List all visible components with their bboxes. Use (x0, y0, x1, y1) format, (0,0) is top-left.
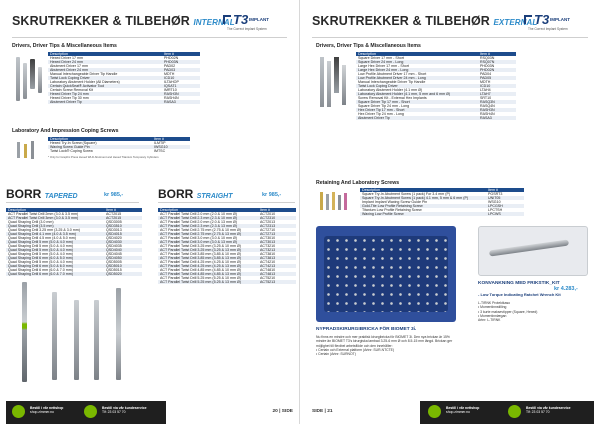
cell-item-number: ILMTIP (154, 141, 166, 145)
cell-item-number: RASH3N (478, 108, 516, 112)
cell-item-number: QSD4015 (104, 232, 142, 236)
cell-item-number: MDTH (480, 80, 491, 84)
cell-description: Square Driver Tip 24 mm - Long (358, 104, 410, 108)
cell-description: Abutment Driver Tip (48, 100, 162, 104)
impression-footnote: * Only for Graphic Press Hexed WLD Abutment and Hexed Titanium Temporary Cylinders (48, 155, 159, 159)
footer-bar (6, 401, 166, 424)
cell-description: Laboratory Abutment Holder (4.1 mm Ø) (358, 88, 423, 92)
cell-description: Abutment Driver Tip (356, 116, 478, 120)
cell-item-number: ACT4810 (260, 268, 276, 272)
cell-item-number: QSD4030 (104, 240, 142, 244)
borr-suffix: TAPERED (44, 193, 78, 200)
cell-item-number: MDTH (164, 72, 175, 76)
borr-tapered-table (6, 208, 142, 276)
borr-tapered-title (6, 187, 78, 201)
divider (158, 202, 295, 203)
wrench-subheading: - Low Torque Indicating Ratchet Wrench Kit (478, 292, 561, 297)
cell-item-number: PHD02N (164, 56, 179, 60)
cell-item-number: QSD5020 (104, 272, 142, 276)
cell-description: Waxing Screw Guide Pin (48, 145, 152, 149)
retaining-table (360, 188, 524, 216)
service-phone: Tlf: 23 03 57 70 (526, 410, 550, 415)
col-item: Item # (478, 52, 516, 56)
cell-description: ACT Parallel Twist Drill 5.25 mm (5.25 & 10 mm Ø) (160, 276, 241, 280)
logo-sub: IMPLANT (249, 17, 269, 22)
cell-item-number: ACT3010 (260, 236, 276, 240)
cell-description: ACT Parallel Twist Drill 3.25 mm (3.25 & 13 mm Ø) (158, 248, 258, 252)
cell-item-number: ACT2713 (258, 232, 296, 236)
table-row (48, 149, 190, 153)
cell-description: ACT Parallel Twist Drill 3.0 mm (3.0 & 10 mm Ø) (160, 236, 237, 240)
cell-description: ACT Parallel Twist Drill 2.0 mm (2.0 & 10 mm Ø) (160, 212, 237, 216)
cell-item-number: QSD3005 (106, 220, 122, 224)
cell-item-number: ICD10 (478, 84, 516, 88)
cell-description: Twist Lock® Coping Screw (50, 149, 93, 153)
kit-tray (324, 236, 448, 312)
kit-bullet-text: Certain och External platform (Artnr: SUR-NTCTE) (318, 347, 395, 352)
wrench-line: • Momentinnlægan (478, 313, 507, 318)
cell-description: ACT Parallel Twist Drill 3.85 mm (3.85 & 13 mm Ø) (158, 256, 258, 260)
wrench-shape (489, 239, 569, 256)
shop-url[interactable]: shop.zimmer.no (30, 410, 54, 415)
cell-item-number: IQSAT1 (162, 84, 200, 88)
retaining-section-title: Retaining And Laboratory Screws (316, 180, 400, 186)
kit-bullet: • Certain (Artnr: SURNOT) (316, 352, 356, 357)
cell-item-number: RSQ07N (478, 60, 516, 64)
table-row (356, 116, 516, 120)
cell-item-number: PAD05 (478, 76, 516, 80)
shop-info[interactable] (30, 406, 63, 415)
cell-item-number: ACT3210 (260, 244, 276, 248)
cell-description: Laboratory Abutment Holder (All Diameters) (50, 80, 120, 84)
cell-item-number: QSD4045 (106, 252, 122, 256)
cell-item-number: ACT3810 (260, 252, 276, 256)
logo-mark-icon (524, 15, 532, 24)
cell-description: ACT Parallel Twist Drill 2.0 mm (2.0 & 13 mm Ø) (160, 220, 237, 224)
cell-description: Hexed Driver Tip 24 mm (48, 92, 162, 96)
cell-item-number: QSD5015 (106, 268, 122, 272)
cell-description: Quad Shaping Drill 6 mm (6.0 & 7.0 mm) (6, 272, 104, 276)
cell-item-number: QSD3510 (104, 224, 142, 228)
cell-description: Quad Shaping Drill 3.25 mm (3.25 & 3.0 mm) (8, 228, 80, 232)
shop-info[interactable] (446, 406, 479, 415)
col-description: Description (48, 52, 162, 56)
cell-item-number: SRT10 (480, 96, 492, 100)
cell-item-number: ACT2710 (260, 228, 276, 232)
title-text: SKRUTREKKER & TILBEHØR (312, 14, 490, 28)
cell-item-number: RASA3 (478, 116, 516, 120)
cell-description: Quad Shaping Drill 5 mm (5.0 & 4.0 mm) (8, 260, 73, 264)
cell-item-number: QSD5005 (106, 260, 122, 264)
cell-item-number: LTAH7 (478, 92, 516, 96)
cell-description: Low Profile Abutment Driver 17 mm - Short (358, 72, 427, 76)
screws-product-image (318, 190, 354, 214)
service-info (526, 406, 570, 415)
cell-item-number: RASH4N (480, 112, 495, 116)
table-row (6, 272, 142, 276)
footer-bar (420, 401, 594, 424)
cell-description: Hexed Try-In Screw (Square) (50, 141, 97, 145)
right-page (300, 0, 600, 424)
cell-description: Twist Lock Coping Driver (356, 84, 478, 88)
logo-tagline: The Correct Implant System (227, 27, 267, 31)
drivers-section-title: Drivers, Driver Tips & Miscellaneous Items (12, 43, 117, 49)
col-description: Description (48, 137, 152, 141)
cell-item-number: ACT4813 (258, 272, 296, 276)
cell-description: Hexed Driver Tip 30 mm (50, 96, 89, 100)
impression-table (48, 137, 190, 153)
drivers-table (48, 52, 200, 104)
cell-description: ACT Parallel Twist Drill 4.85 mm (4.85 & 10 mm Ø) (160, 268, 241, 272)
cell-description: ACT Parallel Twist Drill 3.85 mm (3.85 & 10 mm Ø) (160, 252, 241, 256)
kit-description (316, 335, 456, 356)
service-label: Bestill via vår kundeservice (526, 406, 571, 410)
cell-description: ACT Parallel Twist Drill 3.0 mm (3.0 & 13 mm Ø) (158, 240, 258, 244)
cell-description: ACT Parallel Twist Drill 3.25 mm (3.25 & 10 mm Ø) (160, 244, 241, 248)
cell-item-number: ACT5210 (260, 276, 276, 280)
col-item: Item # (152, 137, 190, 141)
cell-description: ACT Parallel Twist Drill 3mm (3.0 & 3.5 mm) (6, 216, 104, 220)
divider (12, 37, 287, 38)
cell-item-number: ACT4213 (258, 264, 296, 268)
shop-label: Bestill i vår nettshop (446, 406, 480, 410)
page-title (312, 14, 537, 28)
service-phone: Tlf: 23 03 57 70 (102, 410, 126, 415)
borr-suffix: STRAIGHT (196, 193, 233, 200)
logo-brand: T3 (534, 12, 550, 27)
cell-item-number: ACT3013 (258, 240, 296, 244)
borr-straight-title (158, 187, 232, 201)
cell-description: Low Profile Abutment Driver 24 mm - Long (356, 76, 478, 80)
phone-icon (508, 405, 521, 418)
col-item: Item # (258, 208, 296, 212)
cell-item-number: IWSG10 (152, 145, 190, 149)
cell-item-number: ACT3213 (258, 248, 296, 252)
cell-item-number: QSD3013 (106, 228, 122, 232)
cell-description: Titanium Low Profile Retaining Screw (362, 208, 422, 212)
cell-description: Quad Shaping Drill 5 mm (5.0 & 4.0 mm) (8, 244, 73, 248)
cell-description: Twist Lock Coping Driver (48, 76, 162, 80)
left-header (12, 14, 287, 34)
cell-item-number: ILTAHOP (164, 80, 179, 84)
cell-description: Square Driver 24 mm - Long (356, 60, 478, 64)
drivers-product-image (14, 55, 46, 109)
screws-product-image (14, 140, 46, 162)
cart-icon (12, 405, 25, 418)
borr-word: BORR (6, 187, 42, 201)
cell-item-number: ACT2015 (106, 212, 122, 216)
cell-description: Waxing Low Profile Screw (360, 212, 486, 216)
shop-label: Bestill i vår nettshop (30, 406, 64, 410)
cell-item-number: QSD5010 (104, 264, 142, 268)
cell-item-number: RASQ4N (480, 104, 495, 108)
shop-url[interactable]: shop.zimmer.no (446, 410, 470, 415)
cell-description: Hexed Driver 17 mm (50, 56, 83, 60)
service-label: Bestill via vår kundeservice (102, 406, 147, 410)
cell-item-number: PAD03 (162, 68, 200, 72)
cell-item-number: RASA3 (162, 100, 200, 104)
cell-description: ACT Parallel Twist Drill 2.3 mm (2.3 & 10 mm Ø) (158, 216, 258, 220)
cell-description: Quad Shaping Drill 4.1 mm (4.0 & 3.5 mm) (6, 232, 104, 236)
cell-description: Square Try-In Abutment Screw (1 pack) 4.1 mm, 5 mm & 6 mm (P) (360, 196, 486, 200)
cell-item-number: IMTSC (154, 149, 166, 153)
cell-item-number: LTAH4 (480, 88, 491, 92)
cell-item-number: RASQ3N (478, 100, 516, 104)
cell-item-number: ACT5213 (258, 280, 296, 284)
logo-tagline: The Correct Implant System (528, 27, 568, 31)
tapered-drills-image (18, 282, 138, 392)
cell-description: Quad Shaping Drill 5 mm (5.0 & 4.0 mm) (8, 252, 73, 256)
cell-description: Quad Shaping Drill 4.5 mm (4.0 & 5.0 mm) (8, 236, 76, 240)
cell-description: Hexed Driver 24 mm (48, 60, 162, 64)
col-description: Description (6, 208, 104, 212)
kit-bullet: • Certain och External platform (Artnr: SUR-NTCTE) (316, 347, 395, 352)
kit-heading: NYPRADSKIRURGIBRICKA FÖR BIOMET 3i. (316, 327, 417, 332)
drivers-table (356, 52, 516, 120)
cell-item-number: PAD02 (164, 64, 176, 68)
cell-description: Square Try-In Abutment Screw (1 pack) For 3.4 mm (P) (362, 192, 451, 196)
borr-word: BORR (158, 187, 194, 201)
col-description: Description (360, 188, 486, 192)
table-row (48, 100, 200, 104)
cell-item-number: RSQ03N (480, 56, 495, 60)
cell-description: Quad Shaping Drill (3.0 mm) (8, 220, 54, 224)
cell-item-number: LPCTSH (488, 208, 503, 212)
kit-bullet-text: Certain (Artnr: SURNOT) (318, 352, 356, 357)
t3-logo (524, 12, 588, 34)
kit-body: Nu finns en mindre och mer praktisk kirurgibricka för BIOMET 3i. Den nya brickan är 15% mindre än BIOMET T3's kirurgiska lambad 3.25-6 mm Ø och 8.5-15 mm längd. Brickan ger möjlighet till flexibel arbetsflöde och den innehåller: (316, 335, 453, 348)
cell-item-number: PHD03N (480, 64, 495, 68)
cell-description: ACT Parallel Twist Drill 4.25 mm (4.25 & 13 mm Ø) (158, 264, 258, 268)
wrench-contents (478, 301, 588, 322)
divider (6, 202, 139, 203)
cell-description: Quad Shaping Drill 6 mm (5.0 & 6.0 mm) (6, 264, 104, 268)
page-number: 20 | SIDE (272, 409, 293, 414)
borr-straight-table (158, 208, 296, 284)
cell-description: Gold-Tite Low Profile Retaining Screw (360, 204, 486, 208)
cell-item-number: LPCWS (486, 212, 524, 216)
cell-description: Hex Driver Tip 17 mm - Short (356, 108, 478, 112)
cell-description: ACT Parallel Twist Drill 4.85 mm (4.85 & 13 mm Ø) (158, 272, 258, 276)
service-info (102, 406, 146, 415)
wrench-line: • 3 kurte maksevtipper (Square, Hexed) (478, 309, 538, 314)
cell-description: Screw Removal Kit - External Hex Implants (358, 96, 427, 100)
cell-description: Certain QuickSeat® Activator Tool (48, 84, 162, 88)
title-suffix: INTERNAL (193, 18, 235, 27)
borr-straight-price: kr 985,- (262, 192, 282, 198)
cell-description: Quad Shaping Drill 6 mm (6.0 & 7.0 mm) (8, 268, 73, 272)
col-item: Item # (104, 208, 142, 212)
cell-description: Large Hex Driver 17 mm - Short (358, 64, 409, 68)
wrench-line-text: Momentinnstilling (480, 305, 507, 310)
cell-item-number: ACT2010 (260, 212, 276, 216)
table-row (158, 280, 296, 284)
cell-item-number: UNIT05 (486, 196, 524, 200)
wrench-line: • Momentinnstilling (478, 305, 507, 310)
cell-description: ACT Parallel Twist Drill 2.75 mm (2.75 & 13 mm Ø) (158, 232, 258, 236)
page-title (12, 14, 235, 28)
cell-description: Abutment Driver 24 mm (48, 68, 162, 72)
drivers-section-title: Drivers, Driver Tips & Miscellaneous Items (316, 43, 421, 49)
cell-item-number: ACT2310 (258, 216, 296, 220)
cell-description: Manual Interchangeable Driver Tip Handle (358, 80, 426, 84)
cell-description: ACT Parallel Twist Drill 4.25 mm (4.25 & 10 mm Ø) (160, 260, 241, 264)
cell-description: Square Driver 17 mm - Short (358, 56, 404, 60)
cell-item-number: RASH4N (164, 96, 179, 100)
cell-item-number: PHD03N (162, 60, 200, 64)
cell-item-number: ACT2313 (258, 224, 296, 228)
cell-description: Square Driver Tip 17 mm - Short (356, 100, 478, 104)
cell-item-number: QSD4050 (104, 256, 142, 260)
cell-item-number: RASH3N (162, 92, 200, 96)
cell-description: ACT Parallel Twist Drill 5.25 mm (5.25 & 13 mm Ø) (158, 280, 258, 284)
wrench-heading: KONVANKNING MED FRIKSTIK_KIT (478, 281, 560, 286)
cell-item-number: PHD02N (478, 68, 516, 72)
wrench-artnr: Artnr: L-TIRNK (478, 318, 501, 323)
wrench-line-text: Momentinnlægan (480, 313, 507, 318)
cell-item-number: PAD04 (480, 72, 492, 76)
right-header (312, 14, 588, 34)
page-number: SIDE | 21 (312, 409, 333, 414)
cell-description: Large Hex Driver 24 mm - Long (356, 68, 478, 72)
wrench-line: L-TIRNK Protektkaso (478, 301, 511, 305)
cell-description: Quad Shaping Drill 5 mm (5.0 & 4.0 mm) (6, 248, 104, 252)
title-suffix: EXTERNAL (493, 18, 538, 27)
cell-item-number: ACT3813 (258, 256, 296, 260)
cell-item-number: QSD4035 (106, 244, 122, 248)
cell-description: Laboratory Abutment Holder (4.1 mm, 5 mm and 6 mm Ø) (356, 92, 478, 96)
cell-item-number: ACT2015 (104, 216, 142, 220)
col-item: Item # (486, 188, 524, 192)
cell-item-number: IMRT10 (164, 88, 177, 92)
cart-icon (428, 405, 441, 418)
borr-tapered-price: kr 985,- (104, 192, 124, 198)
cell-item-number: PGSRT3 (488, 192, 503, 196)
cell-item-number: ACT2013 (260, 220, 276, 224)
logo-brand: T3 (233, 12, 249, 27)
cell-description: ACT Parallel Twist Drill 2mm (3.0 & 3.5 mm) (8, 212, 79, 216)
cell-description: Quad Shaping Drill 6 mm (6.0 & 5.0 mm) (6, 256, 104, 260)
cell-description: Abutment Driver 17 mm (50, 64, 88, 68)
surgical-kit-image (316, 226, 456, 322)
cell-item-number: ACT4210 (260, 260, 276, 264)
wrench-line-text: 3 kurte maksevtipper (Square, Hexed) (480, 309, 538, 314)
title-text: SKRUTREKKER & TILBEHØR (12, 14, 190, 28)
cell-item-number: QSD4040 (104, 248, 142, 252)
cell-description: Certain Screw Removal Kit (50, 88, 93, 92)
ratchet-kit-image (478, 226, 588, 276)
cell-description: Implant Implant Waxing Screw Guide Pin (362, 200, 428, 204)
cell-item-number: QSD4020 (106, 236, 122, 240)
cell-item-number: LPCGSH (486, 204, 524, 208)
cell-description: Manual Interchangeable Driver Tip Handle (50, 72, 118, 76)
t3-logo (223, 12, 287, 34)
cell-description: Quad Shaping Drill (3.5 mm) (6, 224, 104, 228)
col-description: Description (158, 208, 258, 212)
divider (312, 37, 588, 38)
cell-description: ACT Parallel Twist Drill 2.75 mm (2.75 & 10 mm Ø) (160, 228, 241, 232)
wrench-price: kr 4.283,- (554, 286, 578, 292)
cell-item-number: WSG10 (488, 200, 501, 204)
drivers-product-image (318, 55, 350, 133)
cell-description: Quad Shaping Drill 5 mm (5.0 & 4.0 mm) (6, 240, 104, 244)
logo-mark-icon (223, 15, 231, 24)
impression-section-title: Laboratory And Impression Coping Screws (12, 128, 119, 134)
col-description: Description (356, 52, 478, 56)
table-row (360, 212, 524, 216)
cell-item-number: ICD10 (162, 76, 200, 80)
cell-description: Hex Driver Tip 24 mm - Long (358, 112, 404, 116)
col-item: Item # (162, 52, 200, 56)
cell-description: ACT Parallel Twist Drill 2.3 mm (2.3 & 13 mm Ø) (158, 224, 258, 228)
phone-icon (84, 405, 97, 418)
logo-sub: IMPLANT (550, 17, 570, 22)
